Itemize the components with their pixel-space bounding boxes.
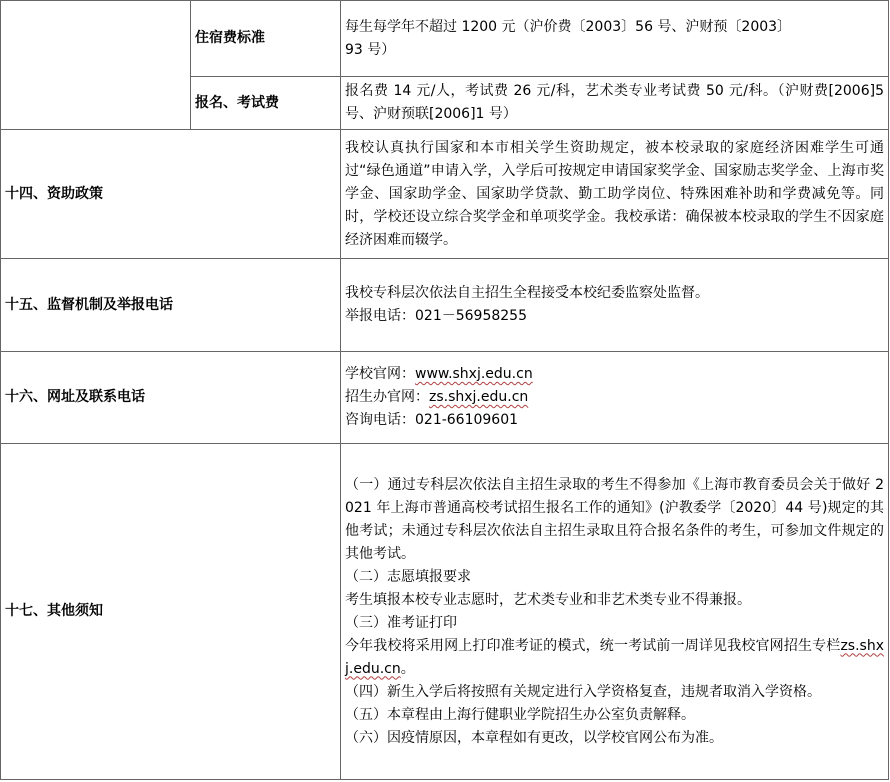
section-17-row xyxy=(1,444,889,780)
section-17-content xyxy=(341,444,889,780)
notice-2-body: 考生填报本校专业志愿时，艺术类专业和非艺术类专业不得兼报。 xyxy=(345,591,751,608)
section-16-content xyxy=(341,352,889,444)
supervision-statement: 我校专科层次依法自主招生全程接受本校纪委监察处监督。 xyxy=(345,285,709,301)
consult-phone: 咨询电话：021-66109601 xyxy=(345,412,519,428)
accommodation-row xyxy=(1,1,889,77)
exam-fees-content: 报名费 14 元/人，考试费 26 元/科，艺术类专业考试费 50 元/科。（沪财费[2006]5 号、沪财预联[2006]1 号） xyxy=(341,77,889,130)
section-15-title: 十五、监督机制及举报电话 xyxy=(1,259,341,352)
section-15-row xyxy=(1,259,889,352)
section-14-row xyxy=(1,130,889,259)
notice-6: （六）因疫情原因，本章程如有更改，以学校官网公布为准。 xyxy=(345,729,723,746)
section-17-title: 十七、其他须知 xyxy=(1,444,341,780)
notice-3-end: 。 xyxy=(400,660,415,677)
notice-3-link[interactable]: zs.shxj.edu.cn xyxy=(345,637,884,677)
school-website-label: 学校官网： xyxy=(345,366,415,382)
accommodation-line-2: 93 号） xyxy=(345,41,396,58)
admissions-website-label: 招生办官网： xyxy=(345,389,429,405)
notice-1: （一）通过专科层次依法自主招生录取的考生不得参加《上海市教育委员会关于做好 2021 年上海市普通高校考试招生报名工作的通知》(沪教委学〔2020〕44 号)规定的其他考试；未通过专科层次依法自主招生录取且符合报名条件的考生，可参加文件规定的其他考试。 xyxy=(345,476,884,562)
section-15-content xyxy=(341,259,889,352)
section-14-title: 十四、资助政策 xyxy=(1,130,341,259)
accommodation-line-1: 每生每学年不超过 1200 元（沪价费〔2003〕56 号、沪财预〔2003〕 xyxy=(345,18,792,35)
notice-3-heading: （三）准考证打印 xyxy=(345,614,457,631)
exam-fees-label: 报名、考试费 xyxy=(191,77,341,130)
section-16-row xyxy=(1,352,889,444)
notice-4: （四）新生入学后将按照有关规定进行入学资格复查，违规者取消入学资格。 xyxy=(345,683,821,700)
school-website xyxy=(345,363,884,386)
accommodation-content xyxy=(341,1,889,77)
admissions-website xyxy=(345,386,884,409)
report-phone: 举报电话：021－56958255 xyxy=(345,308,527,324)
notice-5: （五）本章程由上海行健职业学院招生办公室负责解释。 xyxy=(345,706,695,723)
school-website-link[interactable]: www.shxj.edu.cn xyxy=(415,366,533,382)
fees-section-blank-cell xyxy=(1,1,191,130)
section-14-content: 我校认真执行国家和本市相关学生资助规定，被本校录取的家庭经济困难学生可通过“绿色通道”申请入学，入学后可按规定申请国家奖学金、国家励志奖学金、上海市奖学金、国家助学金、国家助学贷款、勤工助学岗位、特殊困难补助和学费减免等。同时，学校还设立综合奖学金和单项奖学金。我校承诺：确保被本校录取的学生不因家庭经济困难而辍学。 xyxy=(341,130,889,259)
admissions-website-link[interactable]: zs.shxj.edu.cn xyxy=(429,389,529,405)
section-16-title: 十六、网址及联系电话 xyxy=(1,352,341,444)
accommodation-label: 住宿费标准 xyxy=(191,1,341,77)
notice-3-body xyxy=(345,635,884,681)
notice-2-heading: （二）志愿填报要求 xyxy=(345,568,471,585)
notice-3-text: 今年我校将采用网上打印准考证的模式，统一考试前一周详见我校官网招生专栏 xyxy=(345,637,841,654)
